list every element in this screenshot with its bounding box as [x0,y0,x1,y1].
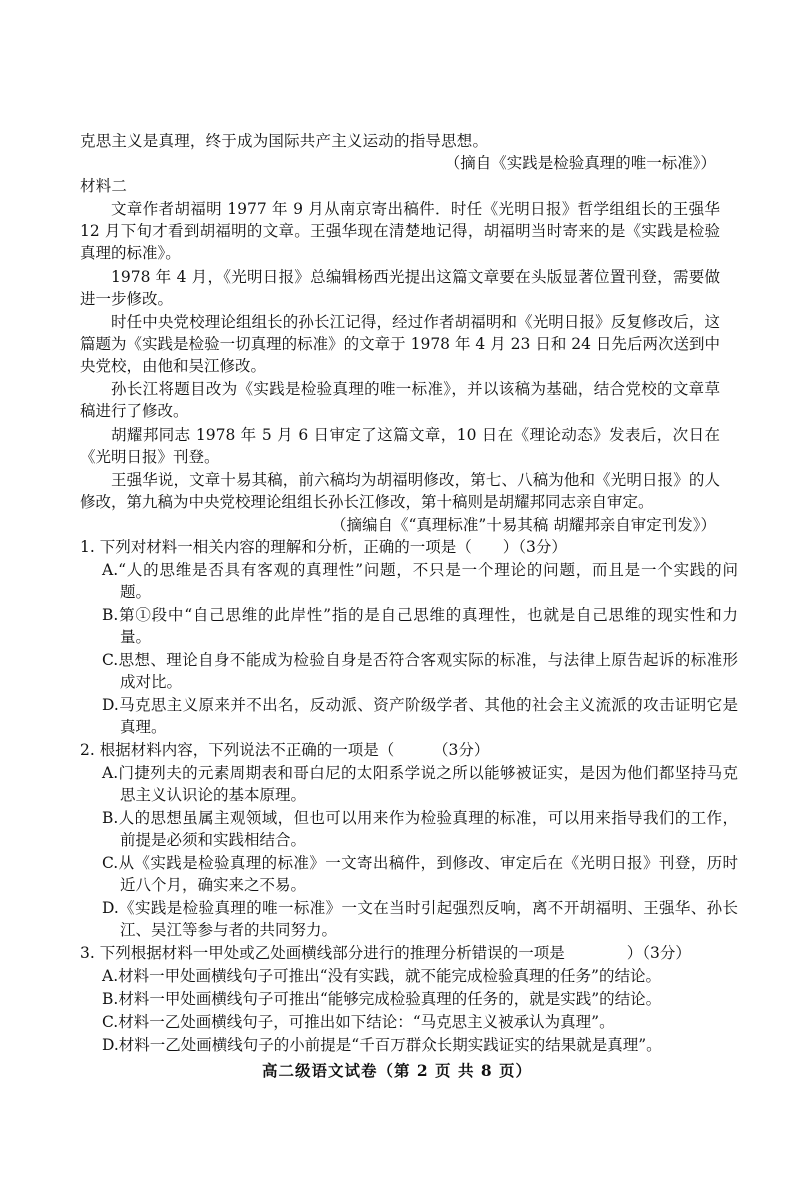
question-1-stem: 1. 下列对材料一相关内容的理解和分析，正确的一项是（ ）（3分） [80,538,567,556]
question-1-option-d: D.马克思主义原来并不出名，反动派、资产阶级学者、其他的社会主义流派的攻击证明它是真理。 [102,696,738,736]
material2-heading: 材料二 [80,177,128,195]
material2-paragraph-5: 胡耀邦同志 1978 年 5 月 6 日审定了这篇文章，10 日在《理论动态》发表后，次日在《光明日报》刊登。 [80,426,720,466]
question-2-stem: 2. 根据材料内容，下列说法不正确的一项是（ （3分） [80,741,490,759]
question-2-option-a: A.门捷列夫的元素周期表和哥白尼的太阳系学说之所以能够被证实，是因为他们都坚持马克思主义认识论的基本原理。 [102,764,738,804]
source-citation-1: （摘自《实践是检验真理的唯一标准》） [444,154,716,172]
source-citation-2: （摘编自《“真理标准”十易其稿 胡耀邦亲自审定刊发》） [330,516,716,534]
material2-paragraph-4: 孙长江将题目改为《实践是检验真理的唯一标准》，并以该稿为基础，结合党校的文章草稿进行了修改。 [80,380,720,420]
question-2-option-d: D.《实践是检验真理的唯一标准》一文在当时引起强烈反响，离不开胡福明、王强华、孙长江、吴江等参与者的共同努力。 [102,899,738,939]
question-3-option-b: B.材料一甲处画横线句子可推出“能够完成检验真理的任务的，就是实践”的结论。 [102,990,662,1008]
question-2-option-c: C.从《实践是检验真理的标准》一文寄出稿件，到修改、审定后在《光明日报》刊登，历时近八个月，确实来之不易。 [102,854,738,894]
page-footer: 高二级语文试卷（第 2 页 共 8 页） [261,1061,533,1080]
question-3-stem: 3. 下列根据材料一甲处或乙处画横线部分进行的推理分析错误的一项是 ）（3分） [80,944,691,962]
material2-paragraph-2: 1978 年 4 月，《光明日报》总编辑杨西光提出这篇文章要在头版显著位置刊登，需要做进一步修改。 [80,268,720,308]
question-3-option-d: D.材料一乙处画横线句子的小前提是“千百万群众长期实践证实的结果就是真理”。 [102,1036,662,1054]
question-2-option-b: B.人的思想虽属主观领域，但也可以用来作为检验真理的标准，可以用来指导我们的工作，前提是必须和实践相结合。 [102,809,738,849]
material2-paragraph-6: 王强华说，文章十易其稿，前六稿均为胡福明修改，第七、八稿为他和《光明日报》的人修改，第九稿为中央党校理论组组长孙长江修改，第十稿则是胡耀邦同志亲自审定。 [80,471,720,511]
question-1-option-c: C.思想、理论自身不能成为检验自身是否符合客观实际的标准，与法律上原告起诉的标准形成对比。 [102,651,738,691]
question-1-option-a: A.“人的思维是否具有客观的真理性”问题，不只是一个理论的问题，而且是一个实践的问题。 [102,561,738,601]
question-3-option-a: A.材料一甲处画横线句子可推出“没有实践，就不能完成检验真理的任务”的结论。 [102,967,661,985]
question-3-option-c: C.材料一乙处画横线句子，可推出如下结论：“马克思主义被承认为真理”。 [102,1013,615,1031]
material2-paragraph-3: 时任中央党校理论组组长的孙长江记得，经过作者胡福明和《光明日报》反复修改后，这篇题为《实践是检验一切真理的标准》的文章于 1978 年 4 月 23 日和 24 日先后两次送到中央党校，由他和吴江修改。 [80,313,720,375]
continued-text-line: 克思主义是真理，终于成为国际共产主义运动的指导思想。 [80,132,489,150]
question-1-option-b: B.第①段中“自己思维的此岸性”指的是自己思维的真理性，也就是自己思维的现实性和力量。 [102,606,738,646]
material2-paragraph-1: 文章作者胡福明 1977 年 9 月从南京寄出稿件．时任《光明日报》哲学组组长的王强华 12 月下旬才看到胡福明的文章。王强华现在清楚地记得，胡福明当时寄来的是《实践是检验真理的标准》。 [80,200,720,262]
